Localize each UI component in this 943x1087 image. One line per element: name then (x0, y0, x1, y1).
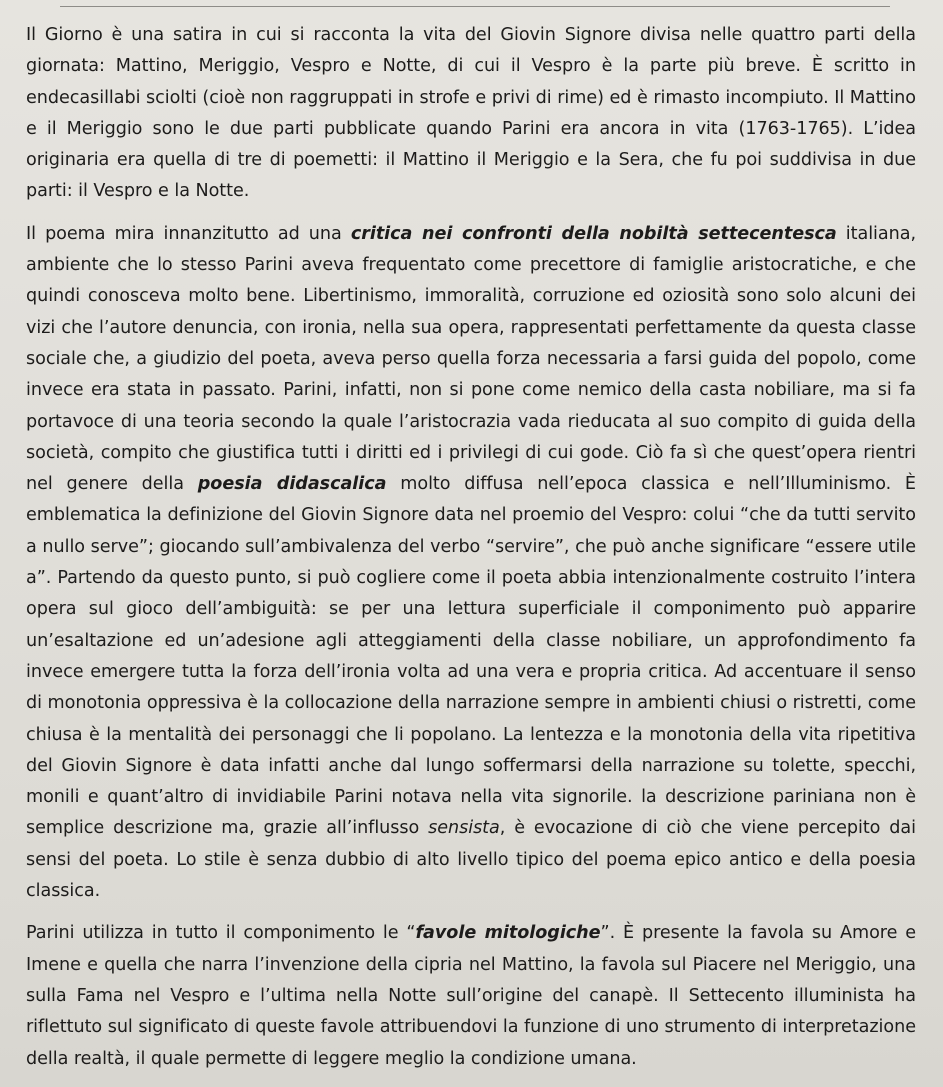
paragraph-myths (26, 918, 916, 1074)
text-run: italiana, ambiente che lo stesso Parini aveva frequentato come precettore di famiglie aristocratiche, e che quindi conosceva molto bene. Libertinismo, immoralità, corruzione ed oziosità sono solo alcuni dei vizi che l’autore denuncia, con ironia, nella sua opera, rappresentati perfettamente da questa classe sociale che, a giudizio del poeta, aveva perso quella forza necessaria a farsi guida del popolo, come invece era stata in passato. Parini, infatti, non si pone come nemico della casta nobiliare, ma si fa portavoce di una teoria secondo la quale l’aristocrazia vada rieducata al suo compito di guida della società, compito che giustifica tutti i diritti ed i privilegi di cui gode. Ciò fa sì che quest’opera rientri nel genere della (26, 223, 916, 495)
text-run: , è evocazione di ciò che viene percepito dai sensi del poeta. Lo stile è senza dubbio di alto livello tipico del poema epico antico e della poesia classica. (26, 818, 916, 902)
text-run: Il Giorno è una satira in cui si racconta la vita del Giovin Signore divisa nelle quattro parti della giornata: Mattino, Meriggio, Vespro e Notte, di cui il Vespro è la parte più breve. È scritto in endecasillabi sciolti (cioè non raggruppati in strofe e privi di rime) ed è rimasto incompiuto. Il Mattino e il Meriggio sono le due parti pubblicate quando Parini era ancora in vita (1763-1765). L’idea originaria era quella di tre di poemetti: il Mattino il Meriggio e la Sera, che fu poi suddivisa in due parti: il Vespro e la Notte. (26, 25, 916, 202)
text-run: Il poema mira innanzitutto ad una (26, 223, 351, 244)
paragraph-intro (26, 20, 916, 208)
text-run: molto diffusa nell’epoca classica e nell’Illuminismo. È emblematica la definizione del Giovin Signore data nel proemio del Vespro: colui “che da tutti servito a nullo serve”; giocando sull’ambivalenza del verbo “servire”, che può anche significare “essere utile a”. Partendo da questo punto, si può cogliere come il poeta abbia intenzionalmente costruito l’intera opera sul gioco dell’ambiguità: se per una lettura superficiale il componimento può apparire un’esaltazione ed un’adesione agli atteggiamenti della classe nobiliare, un approfondimento fa invece emergere tutta la forza dell’ironia volta ad una vera e propria critica. Ad accentuare il senso di monotonia oppressiva è la collocazione della narrazione sempre in ambienti chiusi o ristretti, come chiusa è la mentalità dei personaggi che li popolano. La lentezza e la monotonia della vita ripetitiva del Giovin Signore è data infatti anche dal lungo soffermarsi della narrazione su tolette, specchi, monili e quant’altro di invidiabile Parini notava nella vita signorile. la descrizione pariniana non è semplice descrizione ma, grazie all’influsso (26, 474, 917, 839)
text-run: Parini utilizza in tutto il componimento le “ (26, 923, 416, 944)
text-run: ”. È presente la favola su Amore e Imene e quella che narra l’invenzione della cipria nel Mattino, la favola sul Piacere nel Meriggio, una sulla Fama nel Vespro e l’ultima nella Notte sull’origine del canapè. Il Settecento illuminista ha riflettuto sul significato di queste favole attribuendovi la funzione di uno strumento di interpretazione della realtà, il quale permette di leggere meglio la condizione umana. (26, 923, 917, 1069)
text-body (26, 20, 916, 1086)
text-run: favole mitologiche (415, 923, 601, 944)
top-rule (60, 6, 890, 7)
paragraph-critique (26, 219, 916, 908)
text-run: poesia didascalica (197, 474, 387, 495)
text-run: critica nei confronti della nobiltà settecentesca (350, 223, 837, 244)
text-run: sensista (428, 818, 500, 839)
